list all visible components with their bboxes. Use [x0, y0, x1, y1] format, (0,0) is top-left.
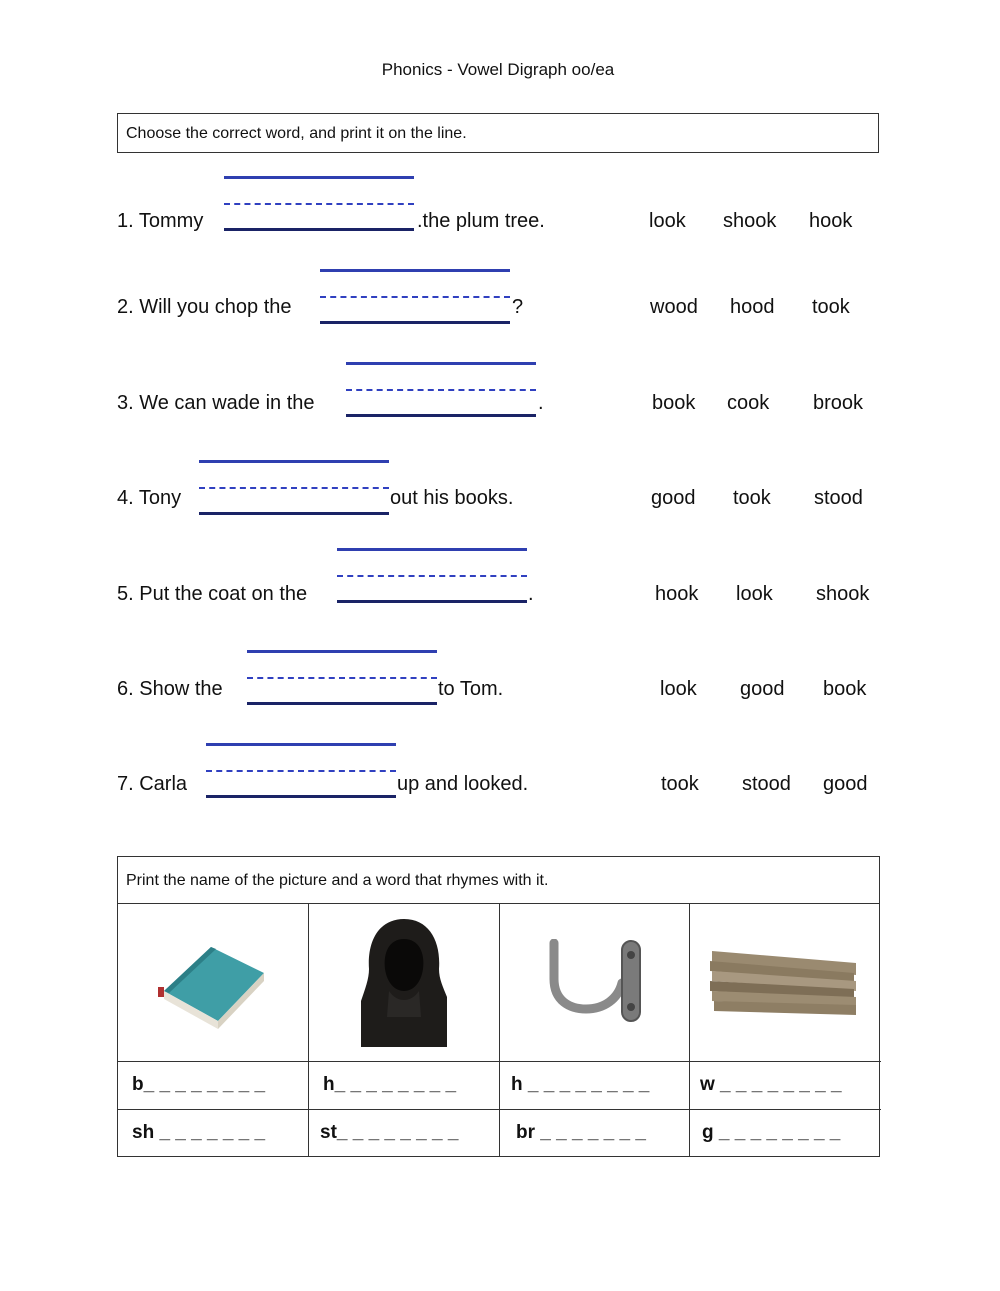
hood-icon	[359, 917, 449, 1058]
name-cell-2[interactable]	[309, 1062, 500, 1110]
picture-cell-hook	[500, 903, 690, 1062]
choice-5-1: hook	[655, 583, 699, 605]
question-2-after: ?	[512, 296, 524, 318]
name-cell-4[interactable]	[690, 1062, 881, 1110]
wood-icon	[708, 941, 860, 1026]
hook-icon	[546, 939, 646, 1028]
instructions-box-2	[118, 857, 879, 904]
question-5-after: .	[528, 583, 534, 605]
choice-2-1: wood	[650, 296, 698, 318]
choice-1-2: shook	[723, 210, 777, 232]
instructions-text-2: Print the name of the picture and a word that rhymes with it.	[126, 872, 549, 889]
choice-5-2: look	[736, 583, 773, 605]
question-4-after: out his books.	[390, 487, 514, 509]
name-prompt-1: b_ _ _ _ _ _ _ _	[132, 1074, 266, 1095]
question-5-before: 5. Put the coat on the	[117, 583, 308, 605]
rhyme-prompt-4: g _ _ _ _ _ _ _ _	[702, 1122, 841, 1143]
question-1-before: 1. Tommy	[117, 210, 204, 232]
choice-7-1: took	[661, 773, 699, 795]
choice-3-2: cook	[727, 392, 770, 414]
rhyme-cell-2[interactable]	[309, 1110, 500, 1156]
rhyme-cell-3[interactable]	[500, 1110, 690, 1156]
name-cell-1[interactable]	[118, 1062, 309, 1110]
question-3-before: 3. We can wade in the	[117, 392, 315, 414]
answer-blank-6[interactable]	[247, 650, 437, 706]
choice-5-3: shook	[816, 583, 870, 605]
answer-blank-1[interactable]	[224, 176, 414, 232]
choice-3-3: brook	[813, 392, 864, 414]
instructions-box-1	[117, 113, 879, 153]
choice-4-1: good	[651, 487, 696, 509]
question-7-before: 7. Carla	[117, 773, 188, 795]
answer-blank-4[interactable]	[199, 460, 389, 516]
name-prompt-4: w _ _ _ _ _ _ _ _	[700, 1074, 842, 1095]
rhyme-prompt-3: br _ _ _ _ _ _ _	[516, 1122, 646, 1143]
question-6-after: to Tom.	[438, 678, 504, 700]
choice-4-2: took	[733, 487, 771, 509]
name-prompt-2: h_ _ _ _ _ _ _ _	[323, 1074, 457, 1095]
choice-6-3: book	[823, 678, 867, 700]
picture-cell-hood	[309, 903, 500, 1062]
question-7-after: up and looked.	[397, 773, 529, 795]
rhyme-cell-4[interactable]	[690, 1110, 881, 1156]
choice-7-2: stood	[742, 773, 791, 795]
page-title: Phonics - Vowel Digraph oo/ea	[381, 60, 615, 79]
choice-2-2: hood	[730, 296, 775, 318]
instructions-text-1: Choose the correct word, and print it on the line.	[126, 125, 467, 142]
question-1-after: .the plum tree.	[417, 210, 545, 232]
name-prompt-3: h _ _ _ _ _ _ _ _	[511, 1074, 650, 1095]
book-icon	[156, 929, 271, 1034]
rhyme-prompt-1: sh _ _ _ _ _ _ _	[132, 1122, 266, 1143]
choice-2-3: took	[812, 296, 850, 318]
choice-7-3: good	[823, 773, 868, 795]
choice-6-1: look	[660, 678, 697, 700]
answer-blank-7[interactable]	[206, 743, 396, 799]
rhyme-prompt-2: st_ _ _ _ _ _ _ _	[320, 1122, 459, 1143]
picture-table	[117, 856, 880, 1157]
choice-1-3: hook	[809, 210, 853, 232]
question-3-after: .	[538, 392, 544, 414]
rhyme-cell-1[interactable]	[118, 1110, 309, 1156]
answer-blank-3[interactable]	[346, 362, 536, 418]
question-4-before: 4. Tony	[117, 487, 182, 509]
choice-1-1: look	[649, 210, 686, 232]
question-2-before: 2. Will you chop the	[117, 296, 292, 318]
picture-cell-wood	[690, 903, 881, 1062]
name-cell-3[interactable]	[500, 1062, 690, 1110]
choice-3-1: book	[652, 392, 696, 414]
answer-blank-2[interactable]	[320, 269, 510, 325]
question-6-before: 6. Show the	[117, 678, 223, 700]
answer-blank-5[interactable]	[337, 548, 527, 604]
picture-cell-book	[118, 903, 309, 1062]
choice-6-2: good	[740, 678, 785, 700]
choice-4-3: stood	[814, 487, 863, 509]
